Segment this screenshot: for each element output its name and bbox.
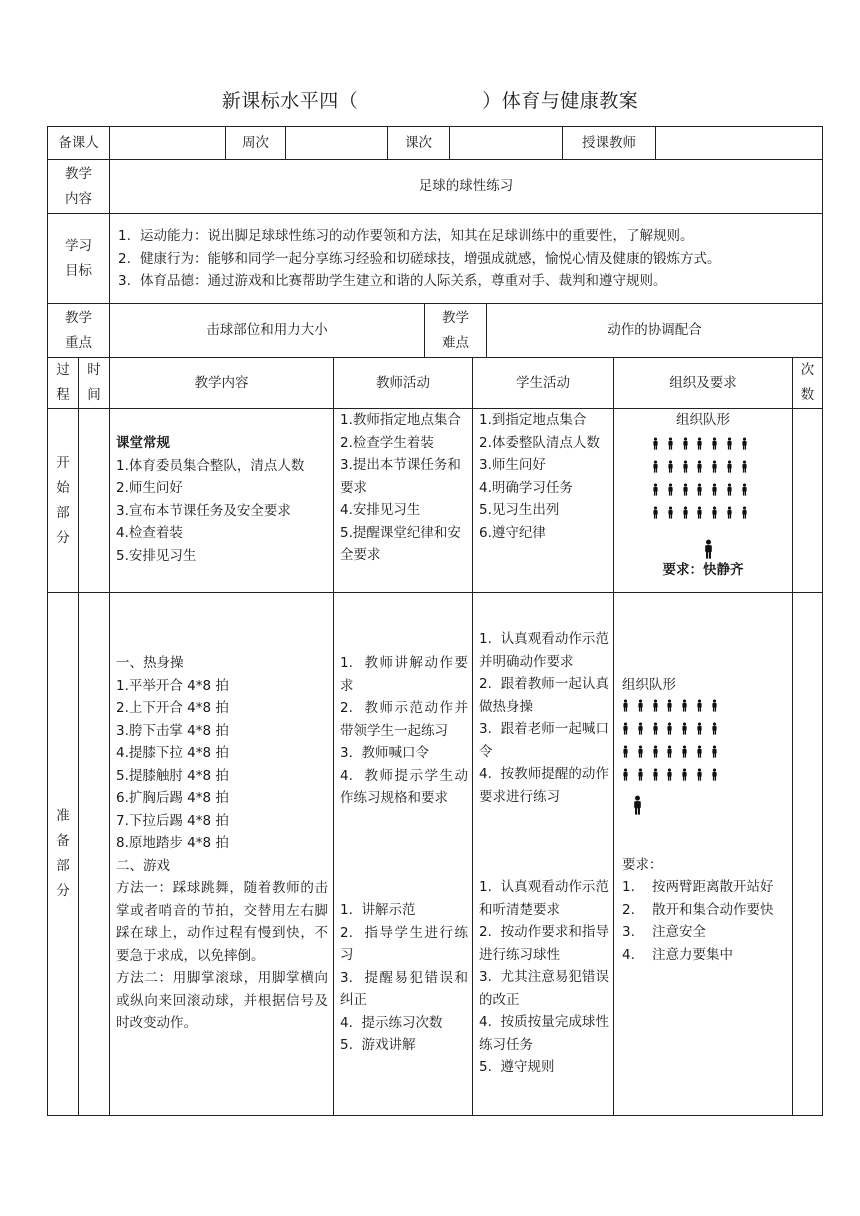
prep-content: [116, 652, 328, 1035]
prep-requirement-list: [622, 876, 786, 966]
difficulty-label: 教学 难点: [442, 309, 469, 351]
hline: [47, 1115, 823, 1116]
preparer-value[interactable]: [110, 127, 225, 159]
student-figure-icon: [652, 458, 659, 481]
student-figure-icon: [637, 766, 644, 789]
student-figure-icon: [726, 435, 733, 458]
page-title: [0, 86, 860, 113]
content-value: 足球的球性练习: [418, 178, 514, 195]
start-section-label: 开 始 部 分: [56, 454, 70, 546]
start-teacher-line: 5.提醒课堂纪律和安全要求: [340, 524, 461, 563]
student-figure-icon: [696, 697, 703, 720]
student-figure-icon: [681, 697, 688, 720]
student-figure-icon: [637, 697, 644, 720]
hline: [47, 213, 823, 214]
warmup-line: 8.原地踏步 4*8 拍: [116, 835, 229, 851]
formation-row: [622, 697, 718, 720]
start-student-line: 5.见习生出列: [479, 502, 560, 518]
prep-requirement-item: 1. 按两臂距离散开站好: [622, 879, 774, 895]
student-figure-icon: [682, 458, 689, 481]
warmup-line: 1.平举开合 4*8 拍: [116, 677, 229, 694]
key-point-value: 击球部位和用力大小: [206, 322, 328, 339]
student-figure-icon: [711, 504, 718, 527]
prep-requirement-item: 4. 注意力要集中: [622, 946, 733, 963]
week-label: 周次: [242, 134, 269, 151]
student-figure-icon: [666, 720, 673, 743]
start-content-line: 1.体育委员集合整队，清点人数: [116, 457, 305, 474]
prep-teacher-item: 3. 教师喊口令: [340, 745, 429, 761]
student-figure-icon: [696, 481, 703, 504]
student-figure-icon: [652, 481, 659, 504]
prep-teacher-item: 2. 指导学生进行练习: [340, 924, 468, 963]
student-figure-icon: [667, 435, 674, 458]
student-figure-icon: [696, 766, 703, 789]
prep-student-item: 3. 尤其注意易犯错误的改正: [479, 969, 609, 1008]
prep-teacher-item: 2. 教师示范动作并带领学生一起练习: [340, 700, 468, 739]
prep-student-item: 2. 跟着教师一起认真做热身操: [479, 676, 609, 715]
table-border-right: [822, 126, 823, 1116]
student-figure-icon: [696, 435, 703, 458]
student-figure-icon: [622, 697, 629, 720]
goal-item: 2. 健康行为：能够和同学一起分享练习经验和切磋球技，增强成就感，愉悦心情及健康的锻炼方式。: [118, 250, 721, 267]
goals-label: 学习 目标: [65, 237, 92, 279]
student-figure-icon: [681, 720, 688, 743]
goal-item: 3. 体育品德：通过游戏和比赛帮助学生建立和谐的人际关系，尊重对手、裁判和遵守规则。: [118, 273, 667, 289]
start-content: [116, 432, 330, 567]
start-student-line: 3.师生问好: [479, 457, 546, 473]
student-figure-icon: [711, 720, 718, 743]
student-figure-icon: [682, 504, 689, 527]
student-figure-icon: [711, 458, 718, 481]
prep-student-item: 1. 认真观看动作示范并明确动作要求: [479, 631, 609, 670]
student-figure-icon: [667, 481, 674, 504]
start-formation-diagram: [652, 435, 748, 567]
start-student-line: 1.到指定地点集合: [479, 412, 587, 428]
student-figure-icon: [682, 481, 689, 504]
start-content-heading: 课堂常规: [116, 435, 170, 451]
student-figure-icon: [711, 697, 718, 720]
goals-list: [118, 225, 818, 295]
lesson-number-label: 课次: [405, 134, 432, 151]
student-figure-icon: [667, 458, 674, 481]
teacher-figure-icon: [632, 795, 718, 823]
prep-student-activities-b: [479, 876, 609, 1079]
start-content-line: 4.检查着装: [116, 525, 183, 541]
start-student-activities: [479, 409, 609, 544]
prep-student-item: 1. 认真观看动作示范和听清楚要求: [479, 879, 609, 918]
warmup-line: 2.上下开合 4*8 拍: [116, 700, 229, 716]
student-figure-icon: [682, 435, 689, 458]
student-figure-icon: [652, 435, 659, 458]
prep-student-item: 4. 按教师提醒的动作要求进行练习: [479, 766, 609, 805]
student-figure-icon: [696, 504, 703, 527]
formation-row: [622, 720, 718, 743]
goal-item: 1. 运动能力：说出脚足球球性练习的动作要领和方法，知其在足球训练中的重要性，了解规则。: [118, 228, 694, 244]
start-content-line: 3.宣布本节课任务及安全要求: [116, 502, 291, 519]
start-student-line: 4.明确学习任务: [479, 479, 573, 496]
start-teacher-line: 4.安排见习生: [340, 502, 421, 518]
student-figure-icon: [622, 743, 629, 766]
prep-student-activities-a: [479, 628, 609, 808]
difficulty-value: 动作的协调配合: [607, 322, 702, 339]
student-figure-icon: [741, 458, 748, 481]
prep-section-label: 准 备 部 分: [56, 808, 70, 899]
prep-teacher-activities-b: [340, 899, 468, 1057]
content-label: 教学 内容: [65, 165, 92, 207]
col-count: 次 数: [800, 362, 815, 403]
vline: [792, 357, 793, 1116]
start-teacher-line: 1.教师指定地点集合: [340, 412, 461, 428]
formation-row: [652, 481, 748, 504]
formation-row: [652, 435, 748, 458]
col-process: 过 程: [56, 362, 70, 403]
student-figure-icon: [666, 697, 673, 720]
start-content-line: 5.安排见习生: [116, 547, 197, 564]
student-figure-icon: [741, 481, 748, 504]
prep-requirement-title: 要求：: [622, 857, 663, 873]
lesson-number-value[interactable]: [450, 127, 562, 159]
start-student-line: 6.遵守纪律: [479, 524, 546, 541]
warmup-line: 6.扩胸后踢 4*8 拍: [116, 790, 229, 806]
student-figure-icon: [652, 743, 659, 766]
warmup-line: 5.提膝触肘 4*8 拍: [116, 767, 229, 784]
formation-row: [622, 743, 718, 766]
student-figure-icon: [622, 720, 629, 743]
preparer-label: 备课人: [58, 134, 99, 151]
col-time: 时 间: [87, 362, 101, 403]
prep-organization: [614, 593, 792, 1115]
warmup-line: 4.提膝下拉 4*8 拍: [116, 745, 229, 761]
student-figure-icon: [652, 766, 659, 789]
start-teacher-line: 3.提出本节课任务和要求: [340, 457, 461, 496]
prep-teacher-item: 1. 教师讲解动作要求: [340, 655, 468, 694]
student-figure-icon: [666, 766, 673, 789]
start-formation-title: 组织队形: [676, 412, 730, 428]
student-figure-icon: [711, 766, 718, 789]
student-figure-icon: [652, 720, 659, 743]
student-figure-icon: [711, 481, 718, 504]
prep-formation-diagram: [622, 697, 718, 823]
warmup-line: 3.胯下击掌 4*8 拍: [116, 722, 229, 739]
prep-student-item: 3. 跟着老师一起喊口令: [479, 721, 609, 760]
teacher-label: 授课教师: [582, 134, 636, 151]
student-figure-icon: [726, 481, 733, 504]
title-right: ）体育与健康教案: [482, 90, 639, 112]
student-figure-icon: [681, 743, 688, 766]
col-student: 学生活动: [516, 374, 570, 391]
vline: [472, 357, 473, 1116]
start-requirement: 要求：快静齐: [662, 562, 744, 578]
start-teacher-activities: [340, 409, 468, 567]
student-figure-icon: [622, 766, 629, 789]
student-figure-icon: [696, 743, 703, 766]
student-figure-icon: [726, 458, 733, 481]
prep-student-item: 4. 按质按量完成球性练习任务: [479, 1014, 609, 1053]
student-figure-icon: [667, 504, 674, 527]
formation-row: [652, 504, 748, 527]
student-figure-icon: [711, 743, 718, 766]
prep-formation-title: 组织队形: [622, 677, 676, 693]
title-left: 新课标水平四（: [221, 90, 359, 112]
prep-teacher-item: 1. 讲解示范: [340, 902, 416, 918]
vline: [333, 357, 334, 1116]
prep-student-item: 5. 遵守规则: [479, 1059, 555, 1075]
col-organization: 组织及要求: [669, 374, 737, 391]
student-figure-icon: [711, 435, 718, 458]
prep-teacher-item: 3. 提醒易犯错误和纠正: [340, 969, 468, 1008]
start-organization: [614, 409, 792, 592]
prep-teacher-item: 4. 提示练习次数: [340, 1014, 443, 1031]
prep-teacher-activities-a: [340, 652, 468, 810]
student-figure-icon: [681, 766, 688, 789]
game-method-2: 方法二：用脚掌滚球，用脚掌横向或纵向来回滚动球，并根据信号及时改变动作。: [116, 970, 328, 1031]
prep-teacher-item: 5. 游戏讲解: [340, 1037, 416, 1053]
col-content: 教学内容: [194, 374, 249, 391]
col-teacher: 教师活动: [376, 374, 430, 391]
warmup-title: 一、热身操: [116, 655, 184, 671]
start-student-line: 2.体委整队清点人数: [479, 434, 600, 451]
student-figure-icon: [666, 743, 673, 766]
student-figure-icon: [637, 720, 644, 743]
vline: [109, 357, 110, 1116]
vline: [78, 357, 79, 1116]
week-value[interactable]: [286, 127, 387, 159]
game-title: 二、游戏: [116, 857, 170, 874]
formation-row: [622, 766, 718, 789]
start-teacher-line: 2.检查学生着装: [340, 434, 434, 451]
key-point-label: 教学 重点: [65, 309, 92, 351]
prep-requirement-item: 3. 注意安全: [622, 924, 706, 940]
student-figure-icon: [726, 504, 733, 527]
student-figure-icon: [637, 743, 644, 766]
student-figure-icon: [696, 458, 703, 481]
student-figure-icon: [652, 697, 659, 720]
warmup-line: 7.下拉后踢 4*8 拍: [116, 812, 229, 829]
teacher-value[interactable]: [656, 127, 822, 159]
prep-student-item: 2. 按动作要求和指导进行练习球性: [479, 924, 609, 963]
student-figure-icon: [741, 504, 748, 527]
student-figure-icon: [696, 720, 703, 743]
student-figure-icon: [652, 504, 659, 527]
start-content-line: 2.师生问好: [116, 480, 183, 496]
prep-teacher-item: 4. 教师提示学生动作练习规格和要求: [340, 767, 468, 806]
formation-row: [652, 458, 748, 481]
prep-requirement-item: 2. 散开和集合动作要快: [622, 901, 774, 918]
game-method-1: 方法一：踩球跳舞，随着教师的击掌或者哨音的节拍，交替用左右脚踩在球上，动作过程有慢到快，不要急于求成，以免摔倒。: [116, 880, 328, 964]
student-figure-icon: [741, 435, 748, 458]
